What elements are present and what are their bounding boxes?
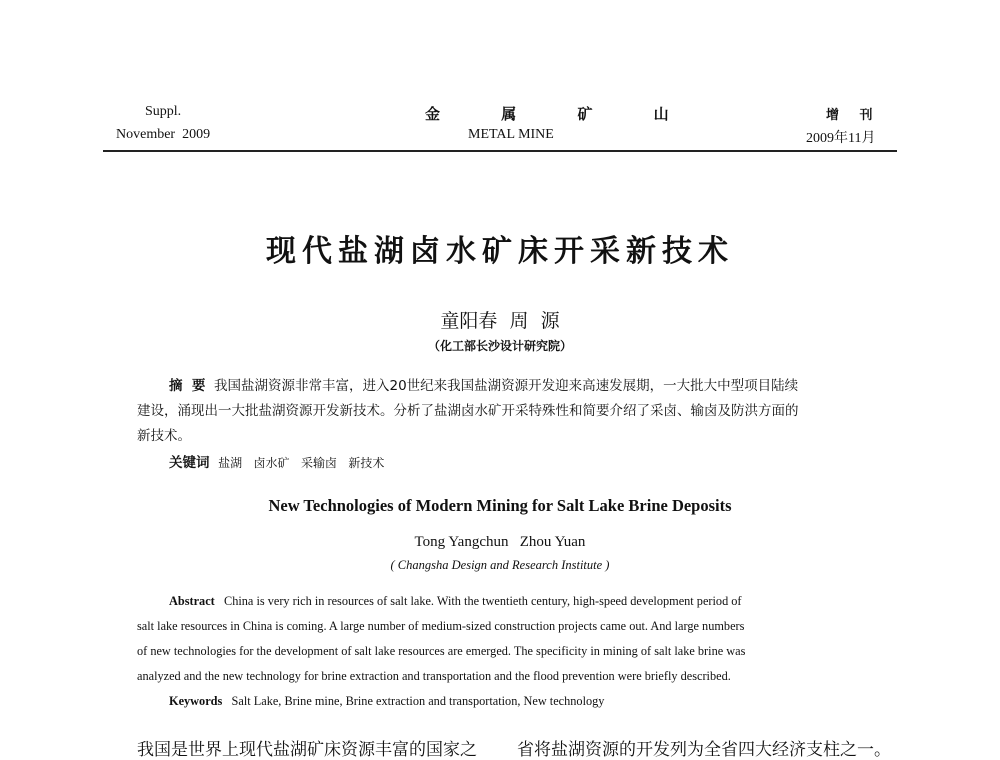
body-text-col1: 我国是世界上现代盐湖矿床资源丰富的国家之 — [137, 740, 477, 760]
body-text-col2: 省将盐湖资源的开发列为全省四大经济支柱之一。 — [517, 740, 891, 760]
journal-name-en: METAL MINE — [468, 127, 554, 142]
keywords-cn: 盐湖 卤水矿 采输卤 新技术 — [218, 456, 385, 470]
abstract-cn-label: 摘 要 — [169, 378, 206, 394]
title-cn: 现代盐湖卤水矿床开采新技术 — [266, 234, 734, 269]
header-date-en: November 2009 — [116, 127, 211, 142]
journal-name-cn: 金 属 矿 山 — [425, 105, 697, 123]
abstract-en-line: analyzed and the new technology for brine extraction and transportation and the flood prevention were briefly described. — [137, 669, 731, 683]
abstract-cn-line: 建设，涌现出一大批盐湖资源开发新技术。分析了盐湖卤水矿开采特殊性和简要介绍了采卤、输卤及防洪方面的 — [137, 403, 799, 419]
affiliation-en: ( Changsha Design and Research Institute ) — [390, 558, 610, 572]
abstract-en-label: Abstract — [169, 594, 215, 608]
abstract-cn — [137, 374, 867, 476]
title-en: New Technologies of Modern Mining for Salt Lake Brine Deposits — [268, 496, 732, 515]
keywords-en: Salt Lake, Brine mine, Brine extraction and transportation, New technology — [231, 694, 605, 708]
affiliation-cn: （化工部长沙设计研究院） — [427, 339, 572, 353]
keywords-en-label: Keywords — [169, 694, 223, 708]
authors-cn: 童阳春 周 源 — [440, 310, 560, 332]
authors-en: Tong Yangchun Zhou Yuan — [414, 534, 586, 550]
abstract-cn-line: 我国盐湖资源非常丰富，进入20世纪来我国盐湖资源开发迎来高速发展期，一大批大中型项目陆续 — [214, 378, 799, 394]
abstract-en — [137, 589, 867, 714]
header-suppl: Suppl. — [145, 104, 182, 119]
abstract-cn-line: 新技术。 — [137, 428, 191, 444]
header-supplement-cn: 增 刊 — [826, 108, 881, 123]
keywords-cn-label: 关键词 — [169, 455, 210, 471]
abstract-en-line: China is very rich in resources of salt lake. With the twentieth century, high-speed development period of — [224, 594, 742, 608]
header-rule — [103, 150, 897, 152]
abstract-en-line: of new technologies for the development of salt lake resources are emerged. The specificity in mining of salt lake brine was — [137, 644, 746, 658]
header-date-cn: 2009年11月 — [806, 131, 876, 146]
abstract-en-line: salt lake resources in China is coming. A large number of medium-sized construction projects came out. And large numbers — [137, 619, 745, 633]
